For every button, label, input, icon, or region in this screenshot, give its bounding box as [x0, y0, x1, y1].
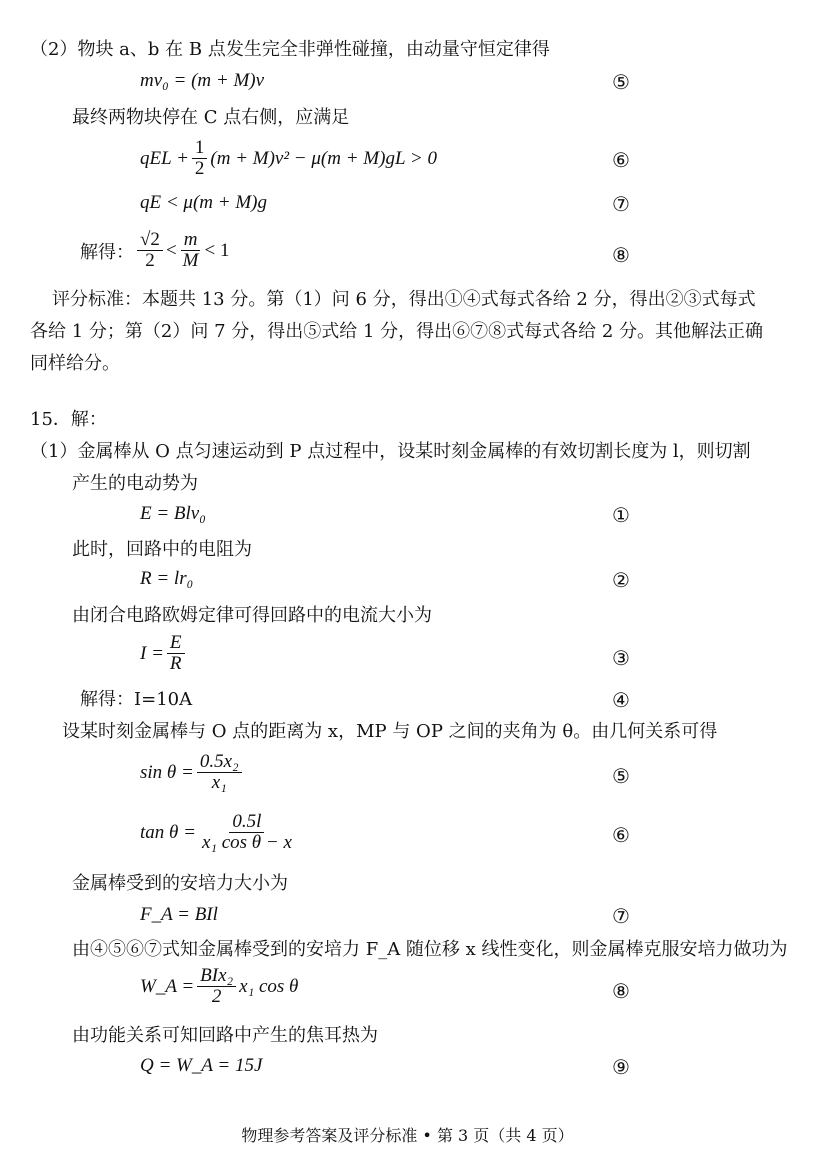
equation-e5-lhs: sin θ =	[140, 761, 194, 783]
equation-6-a: qEL +	[140, 147, 189, 169]
fraction-denominator: R	[169, 653, 182, 674]
equation-e8-fraction	[197, 966, 236, 1007]
equation-e7-number: ⑦	[612, 904, 630, 928]
fraction-denominator: M	[182, 250, 199, 271]
equation-8-fraction-2	[180, 230, 202, 271]
equation-8-fraction-1	[137, 230, 163, 271]
equation-7-number: ⑦	[612, 192, 630, 216]
equation-8-number: ⑧	[612, 243, 630, 267]
fraction-numerator: 0.5x₂	[197, 752, 242, 773]
equation-e9: Q = W_A = 15J	[140, 1055, 263, 1076]
fraction-numerator: m	[181, 230, 201, 251]
equation-e3-fraction	[167, 633, 185, 674]
equation-e3	[140, 633, 188, 674]
equation-e8-rhs: x₁ cos θ	[239, 975, 299, 997]
fraction-numerator: √2	[137, 230, 163, 251]
less-than: <	[165, 239, 177, 261]
fraction-numerator: BIx₂	[197, 966, 236, 987]
score-line-3: 同样给分。	[30, 353, 120, 374]
equation-7: qE < μ(m + M)g	[140, 192, 267, 213]
equation-e1: E = Blv₀	[140, 503, 206, 524]
equation-8-label: 解得：	[80, 241, 134, 263]
equation-6	[140, 138, 437, 179]
score-line-2: 各给 1 分；第（2）问 7 分，得出⑤式给 1 分，得出⑥⑦⑧式每式各给 2 分。其他解法正确	[30, 321, 764, 342]
equation-e5	[140, 752, 245, 793]
fraction-numerator: E	[167, 633, 185, 654]
q15-title: 15．解：	[30, 409, 107, 430]
equation-e6-fraction	[199, 812, 295, 853]
equation-e5-fraction	[197, 752, 242, 793]
equation-e8-number: ⑧	[612, 979, 630, 1003]
fraction-numerator: 1	[192, 138, 208, 159]
equation-6-b: (m + M)v² − μ(m + M)gL > 0	[210, 147, 437, 169]
force-text: 金属棒受到的安培力大小为	[72, 873, 288, 894]
equation-e2: R = lr₀	[140, 568, 194, 589]
equation-e8-lhs: W_A =	[140, 975, 195, 997]
score-line-1: 评分标准：本题共 13 分。第（1）问 6 分，得出①④式每式各给 2 分，得出②③式每式	[52, 289, 756, 310]
less-than-one: < 1	[204, 239, 230, 261]
equation-e3-lhs: I =	[140, 642, 164, 664]
page-footer: 物理参考答案及评分标准 • 第 3 页（共 4 页）	[241, 1126, 574, 1145]
equation-e7: F_A = BIl	[140, 904, 218, 925]
fraction-denominator: 2	[194, 158, 205, 179]
equation-e2-number: ②	[612, 568, 630, 592]
equation-e5-number: ⑤	[612, 764, 630, 788]
fraction-numerator: 0.5l	[229, 812, 264, 833]
q15-part1-line2: 产生的电动势为	[72, 473, 198, 494]
fraction-denominator: 2	[211, 986, 222, 1007]
equation-e8	[140, 966, 298, 1007]
equation-5: mv₀ = (m + M)v	[140, 70, 265, 91]
equation-e9-number: ⑨	[612, 1055, 630, 1079]
equation-6-number: ⑥	[612, 148, 630, 172]
work-text: 由④⑤⑥⑦式知金属棒受到的安培力 F_A 随位移 x 线性变化，则金属棒克服安培力做功为	[72, 939, 788, 960]
equation-6-fraction	[192, 138, 208, 179]
fraction-denominator: x₁	[211, 772, 227, 793]
ohm-law-text: 由闭合电路欧姆定律可得回路中的电流大小为	[72, 605, 432, 626]
resistance-text: 此时，回路中的电阻为	[72, 539, 252, 560]
heat-text: 由功能关系可知回路中产生的焦耳热为	[72, 1025, 378, 1046]
equation-e3-number: ③	[612, 646, 630, 670]
fraction-denominator: x₁ cos θ − x	[201, 832, 292, 853]
q15-part1-line1: （1）金属棒从 O 点匀速运动到 P 点过程中，设某时刻金属棒的有效切割长度为 l，则切割	[30, 441, 751, 462]
geometry-text: 设某时刻金属棒与 O 点的距离为 x，MP 与 OP 之间的夹角为 θ。由几何关系可得	[62, 721, 718, 742]
part2-header: （2）物块 a、b 在 B 点发生完全非弹性碰撞，由动量守恒定律得	[30, 39, 550, 60]
equation-e6-number: ⑥	[612, 823, 630, 847]
part2-condition: 最终两物块停在 C 点右侧，应满足	[72, 107, 350, 128]
equation-8	[80, 230, 229, 271]
fraction-denominator: 2	[145, 250, 155, 271]
equation-5-number: ⑤	[612, 70, 630, 94]
equation-e1-number: ①	[612, 503, 630, 527]
equation-e4: 解得：I=10A	[80, 689, 193, 710]
equation-e6	[140, 812, 298, 853]
equation-e4-number: ④	[612, 688, 630, 712]
equation-e6-lhs: tan θ =	[140, 821, 196, 843]
